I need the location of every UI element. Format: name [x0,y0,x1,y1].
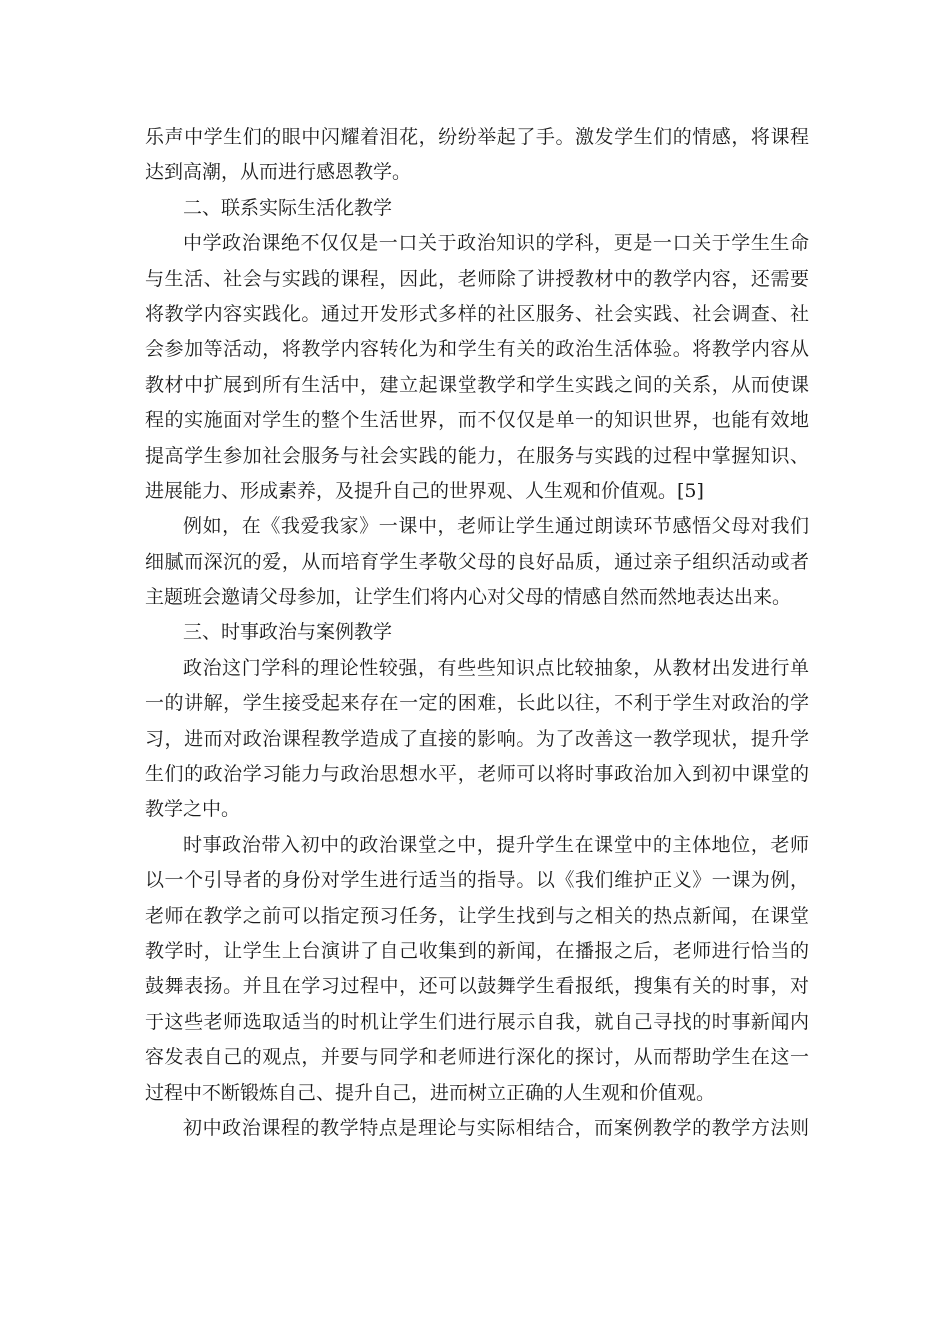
paragraph-line: 教材中扩展到所有生活中，建立起课堂教学和学生实践之间的关系，从而使课 [145,373,809,396]
paragraph-line: 时事政治带入初中的政治课堂之中，提升学生在课堂中的主体地位，老师 [183,833,809,856]
paragraph-line: 达到高潮，从而进行感恩教学。 [145,161,412,184]
paragraph-line: 政治这门学科的理论性较强，有些些知识点比较抽象，从教材出发进行单 [183,656,809,679]
paragraph-line: 程的实施面对学生的整个生活世界，而不仅仅是单一的知识世界，也能有效地 [145,409,809,432]
paragraph-line: 以一个引导者的身份对学生进行适当的指导。以《我们维护正义》一课为例， [145,869,809,892]
paragraph-line: 乐声中学生们的眼中闪耀着泪花，纷纷举起了手。激发学生们的情感，将课程 [145,126,809,148]
paragraph-line: 提高学生参加社会服务与社会实践的能力，在服务与实践的过程中掌握知识、 [145,444,809,467]
paragraph-line: 于这些老师选取适当的时机让学生们进行展示自我，就自己寻找的时事新闻内 [145,1010,809,1033]
paragraph-line: 老师在教学之前可以指定预习任务，让学生找到与之相关的热点新闻，在课堂 [145,904,809,927]
paragraph-line: 进展能力、形成素养，及提升自己的世界观、人生观和价值观。[5] [145,479,704,502]
paragraph-line: 鼓舞表扬。并且在学习过程中，还可以鼓舞学生看报纸，搜集有关的时事，对 [145,975,809,998]
section-heading: 二、联系实际生活化教学 [183,196,393,219]
paragraph-line: 将教学内容实践化。通过开发形式多样的社区服务、社会实践、社会调查、社 [145,302,809,325]
paragraph-line: 一的讲解，学生接受起来存在一定的困难，长此以往，不利于学生对政治的学 [145,692,809,715]
paragraph-line: 例如，在《我爱我家》一课中，老师让学生通过朗读环节感悟父母对我们 [183,515,809,538]
section-heading: 三、时事政治与案例教学 [183,621,393,644]
document-body [145,120,809,1146]
paragraph-line: 与生活、社会与实践的课程，因此，老师除了讲授教材中的教学内容，还需要 [145,267,809,290]
paragraph-line: 生们的政治学习能力与政治思想水平，老师可以将时事政治加入到初中课堂的 [145,763,809,786]
paragraph-line: 过程中不断锻炼自己、提升自己，进而树立正确的人生观和价值观。 [145,1081,716,1104]
paragraph-line: 主题班会邀请父母参加，让学生们将内心对父母的情感自然而然地表达出来。 [145,586,792,609]
paragraph-line: 教学时，让学生上台演讲了自己收集到的新闻，在播报之后，老师进行恰当的 [145,939,809,962]
paragraph-line: 习，进而对政治课程教学造成了直接的影响。为了改善这一教学现状，提升学 [145,727,809,750]
paragraph-line: 初中政治课程的教学特点是理论与实际相结合，而案例教学的教学方法则 [183,1116,809,1139]
paragraph-line: 会参加等活动，将教学内容转化为和学生有关的政治生活体验。将教学内容从 [145,338,809,361]
paragraph-line: 教学之中。 [145,798,241,821]
paragraph-line: 容发表自己的观点，并要与同学和老师进行深化的探讨，从而帮助学生在这一 [145,1046,809,1069]
paragraph-line: 中学政治课绝不仅仅是一口关于政治知识的学科，更是一口关于学生生命 [183,232,809,255]
paragraph-line: 细腻而深沉的爱，从而培育学生孝敬父母的良好品质，通过亲子组织活动或者 [145,550,809,573]
